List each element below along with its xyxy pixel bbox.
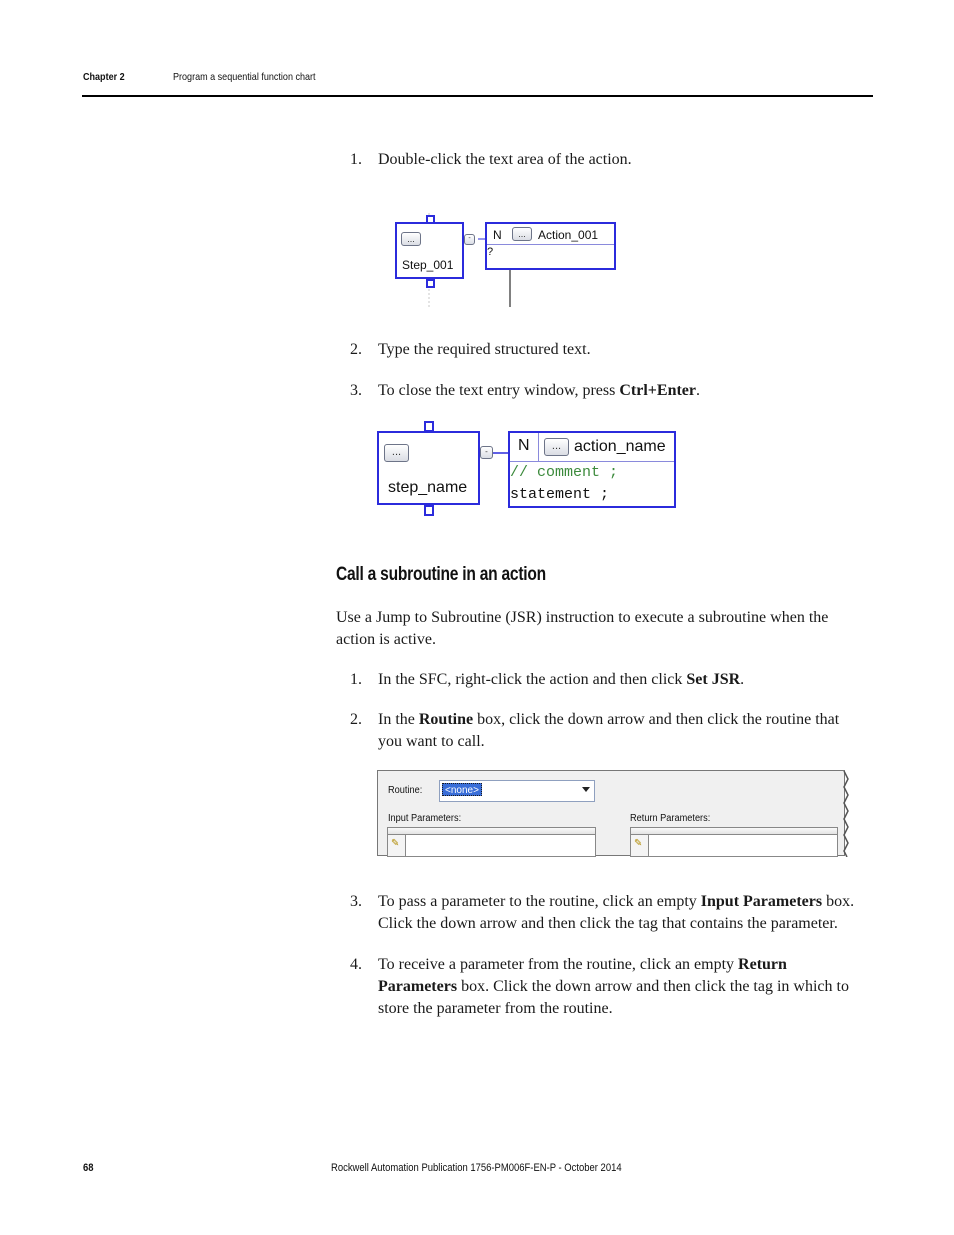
header-rule: [82, 95, 873, 97]
sfc-figure-2: [376, 421, 678, 517]
step-text-part: To pass a parameter to the routine, click an empty: [378, 893, 701, 910]
step-number: 4.: [350, 956, 362, 973]
pencil-icon: ✎: [391, 838, 400, 849]
step-text-part: To receive a parameter from the routine, click an empty: [378, 956, 739, 973]
step-text-part: In the SFC, right-click the action and then click: [378, 671, 687, 688]
step-bottom-terminal[interactable]: [424, 505, 434, 516]
page-number: 68: [83, 1162, 94, 1174]
step-number: 2.: [350, 711, 362, 728]
collapse-actions-button[interactable]: -: [464, 234, 475, 245]
input-parameters-grid[interactable]: [387, 827, 596, 857]
step-text: [378, 891, 862, 935]
action-browse-button[interactable]: ...: [544, 438, 569, 456]
step-number: 1.: [350, 151, 362, 168]
grid-header: [388, 828, 595, 835]
routine-combobox[interactable]: [439, 780, 595, 802]
step-text: Type the required structured text.: [378, 341, 591, 358]
pencil-icon: ✎: [634, 838, 643, 849]
menu-command: Set JSR: [686, 671, 741, 688]
grid-header: [631, 828, 837, 835]
chevron-down-icon[interactable]: [582, 787, 590, 792]
jsr-dialog: [377, 770, 845, 856]
step-text-part: To close the text entry window, press: [378, 382, 620, 399]
section-heading: Call a subroutine in an action: [336, 564, 546, 585]
step-text-part: box. Click the down arrow and then click the tag in which to store the parameter from the routine.: [378, 978, 849, 1017]
torn-edge: [842, 771, 850, 857]
chapter-label: Chapter 2: [83, 71, 125, 83]
step-text-part: In the: [378, 711, 419, 728]
step-number: 3.: [350, 382, 362, 399]
publication-info: Rockwell Automation Publication 1756-PM006F-EN-P - October 2014: [331, 1162, 622, 1174]
input-parameters-label: Input Parameters:: [388, 813, 462, 824]
return-parameters-label: Return Parameters:: [630, 813, 711, 824]
routine-selected-value[interactable]: <none>: [442, 783, 482, 796]
step-number: 2.: [350, 341, 362, 358]
step-browse-button[interactable]: ...: [401, 232, 421, 246]
step-text: Double-click the text area of the action.: [378, 151, 632, 168]
action-browse-button[interactable]: ...: [512, 227, 532, 241]
grid-row-marker: [631, 835, 649, 856]
action-comment-line[interactable]: // comment ;: [510, 464, 619, 481]
step-number: 1.: [350, 671, 362, 688]
action-qualifier: N: [493, 228, 502, 242]
grid-row-marker: [388, 835, 406, 856]
step-number: 3.: [350, 893, 362, 910]
step-text-part: box. Click the down arrow and then click the tag that contains the parameter.: [378, 893, 855, 932]
step-text: [378, 669, 862, 691]
step-label: Step_001: [402, 258, 454, 272]
routine-label: Routine:: [388, 785, 423, 796]
step-bottom-terminal[interactable]: [426, 279, 435, 288]
step-text-part: .: [740, 671, 745, 688]
action-box[interactable]: [508, 431, 676, 508]
step-box[interactable]: [377, 431, 480, 505]
field-name: Return Parameters: [378, 956, 787, 995]
return-parameters-grid[interactable]: [630, 827, 838, 857]
action-text-area[interactable]: ?: [487, 246, 494, 258]
step-text: [378, 954, 862, 1020]
step-text-part: .: [696, 382, 700, 399]
section-intro: Use a Jump to Subroutine (JSR) instruction to execute a subroutine when the action is active.: [336, 609, 829, 648]
keyboard-shortcut: Ctrl+Enter: [619, 382, 696, 399]
sfc-figure-1: [392, 213, 620, 309]
field-name: Routine: [418, 711, 474, 728]
field-name: Input Parameters: [700, 893, 823, 910]
collapse-actions-button[interactable]: -: [480, 446, 493, 459]
step-text-part: box, click the down arrow and then click the routine that you want to call.: [378, 711, 840, 750]
action-label: Action_001: [538, 228, 599, 242]
step-text: [378, 709, 862, 753]
step-label: step_name: [388, 479, 468, 496]
chapter-title: Program a sequential function chart: [173, 71, 316, 83]
action-statement-line[interactable]: statement ;: [510, 486, 610, 503]
action-qualifier: N: [518, 437, 530, 454]
action-box[interactable]: [485, 222, 616, 270]
step-box[interactable]: [395, 222, 464, 279]
action-label: action_name: [574, 438, 666, 455]
step-text: [378, 380, 862, 402]
step-browse-button[interactable]: ...: [384, 444, 409, 462]
